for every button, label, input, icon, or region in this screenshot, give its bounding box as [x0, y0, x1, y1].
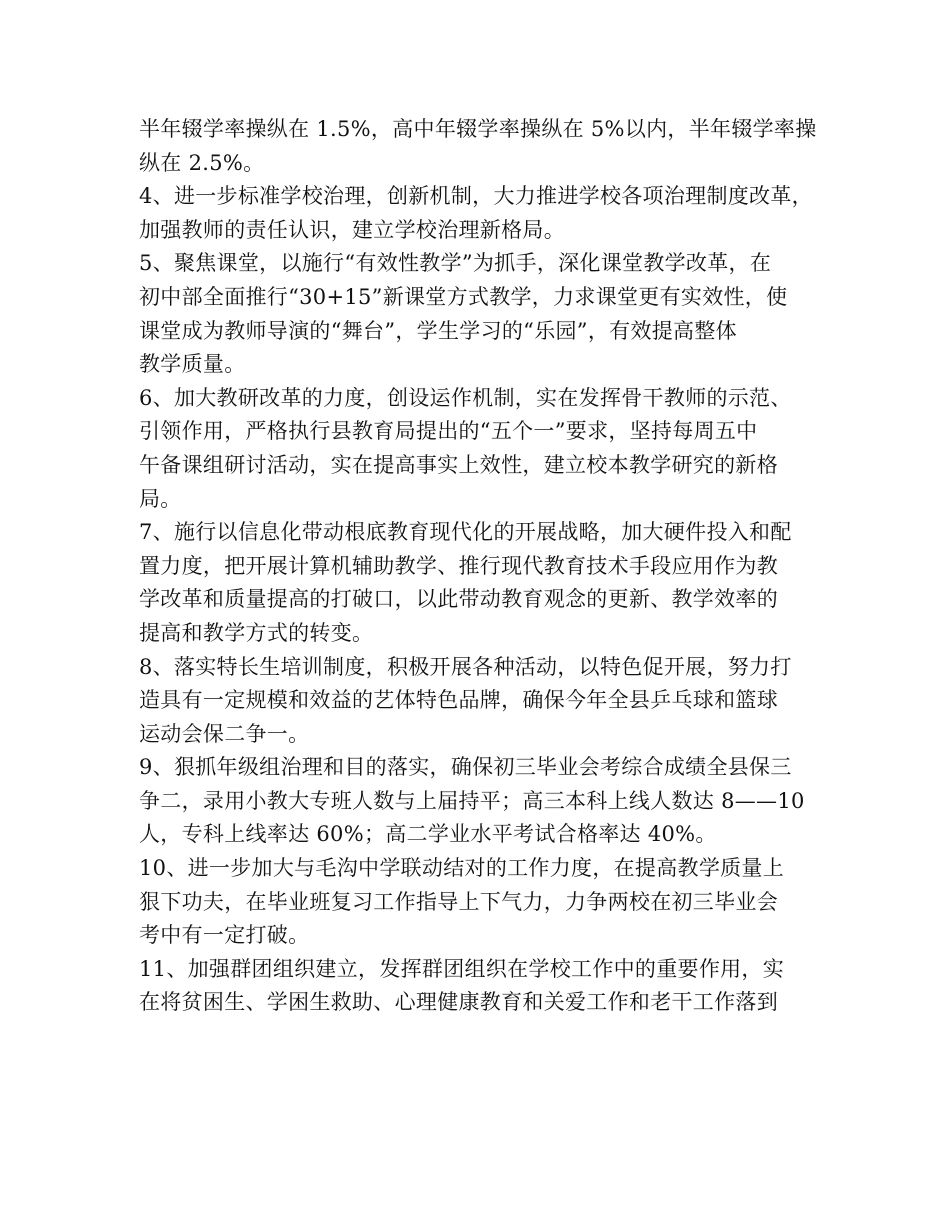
text-line: 运动会保二争一。 [139, 721, 310, 746]
text-line: 10、进一步加大与毛沟中学联动结对的工作力度，在提高教学质量上 [139, 856, 785, 881]
paragraph-item-8 [139, 651, 819, 752]
text-line: 在将贫困生、学困生救助、心理健康教育和关爱工作和老干工作落到 [139, 990, 778, 1015]
text-line: 造具有一定规模和效益的艺体特色品牌，确保今年全县乒乓球和篮球 [139, 688, 778, 713]
text-line: 人，专科上线率达 60%；高二学业水平考试合格率达 40%。 [139, 822, 717, 847]
text-line: 初中部全面推行“30+15”新课堂方式教学，力求课堂更有实效性，使 [139, 284, 788, 309]
paragraph-item-10 [139, 852, 819, 953]
text-line: 提高和教学方式的转变。 [139, 620, 374, 645]
text-line: 学改革和质量提高的打破口，以此带动教育观念的更新、教学效率的 [139, 587, 778, 612]
text-line: 考中有一定打破。 [139, 923, 310, 948]
text-line: 7、施行以信息化带动根底教育现代化的开展战略，加大硬件投入和配 [139, 520, 792, 545]
text-line: 半年辍学率操纵在 1.5%，高中年辍学率操纵在 5%以内，半年辍学率操 [139, 117, 817, 141]
text-line: 6、加大教研改革的力度，创设运作机制，实在发挥骨干教师的示范、 [139, 385, 792, 410]
paragraph-item-7 [139, 516, 819, 650]
text-line: 狠下功夫，在毕业班复习工作指导上下气力，力争两校在初三毕业会 [139, 889, 778, 914]
paragraph-dropout-rate [139, 113, 819, 180]
paragraph-item-11 [139, 953, 819, 1020]
text-line: 置力度，把开展计算机辅助教学、推行现代教育技术手段应用作为教 [139, 553, 778, 578]
text-line: 教学质量。 [139, 352, 246, 377]
text-line: 午备课组研讨活动，实在提高事实上效性，建立校本教学研究的新格 [139, 452, 778, 477]
paragraph-item-4 [139, 180, 819, 247]
paragraph-item-5 [139, 247, 819, 381]
text-line: 4、进一步标准学校治理，创新机制，大力推进学校各项治理制度改革， [139, 184, 813, 209]
text-line: 11、加强群团组织建立，发挥群团组织在学校工作中的重要作用，实 [139, 956, 785, 981]
text-line: 5、聚焦课堂，以施行“有效性教学”为抓手，深化课堂教学改革，在 [139, 251, 772, 276]
text-line: 加强教师的责任认识，建立学校治理新格局。 [139, 217, 565, 242]
text-line: 争二，录用小教大专班人数与上届持平；高三本科上线人数达 8——10 [139, 788, 805, 813]
text-line: 纵在 2.5%。 [139, 150, 265, 175]
text-line: 局。 [139, 486, 182, 511]
text-line: 引领作用，严格执行县教育局提出的“五个一”要求，坚持每周五中 [139, 419, 758, 444]
text-line: 课堂成为教师导演的“舞台”，学生学习的“乐园”，有效提高整体 [139, 318, 737, 343]
text-line: 8、落实特长生培训制度，积极开展各种活动，以特色促开展，努力打 [139, 654, 792, 679]
paragraph-item-6 [139, 382, 819, 516]
text-line: 9、狠抓年级组治理和目的落实，确保初三毕业会考综合成绩全县保三 [139, 755, 792, 780]
paragraph-item-9 [139, 751, 819, 852]
document-body [139, 113, 819, 1020]
